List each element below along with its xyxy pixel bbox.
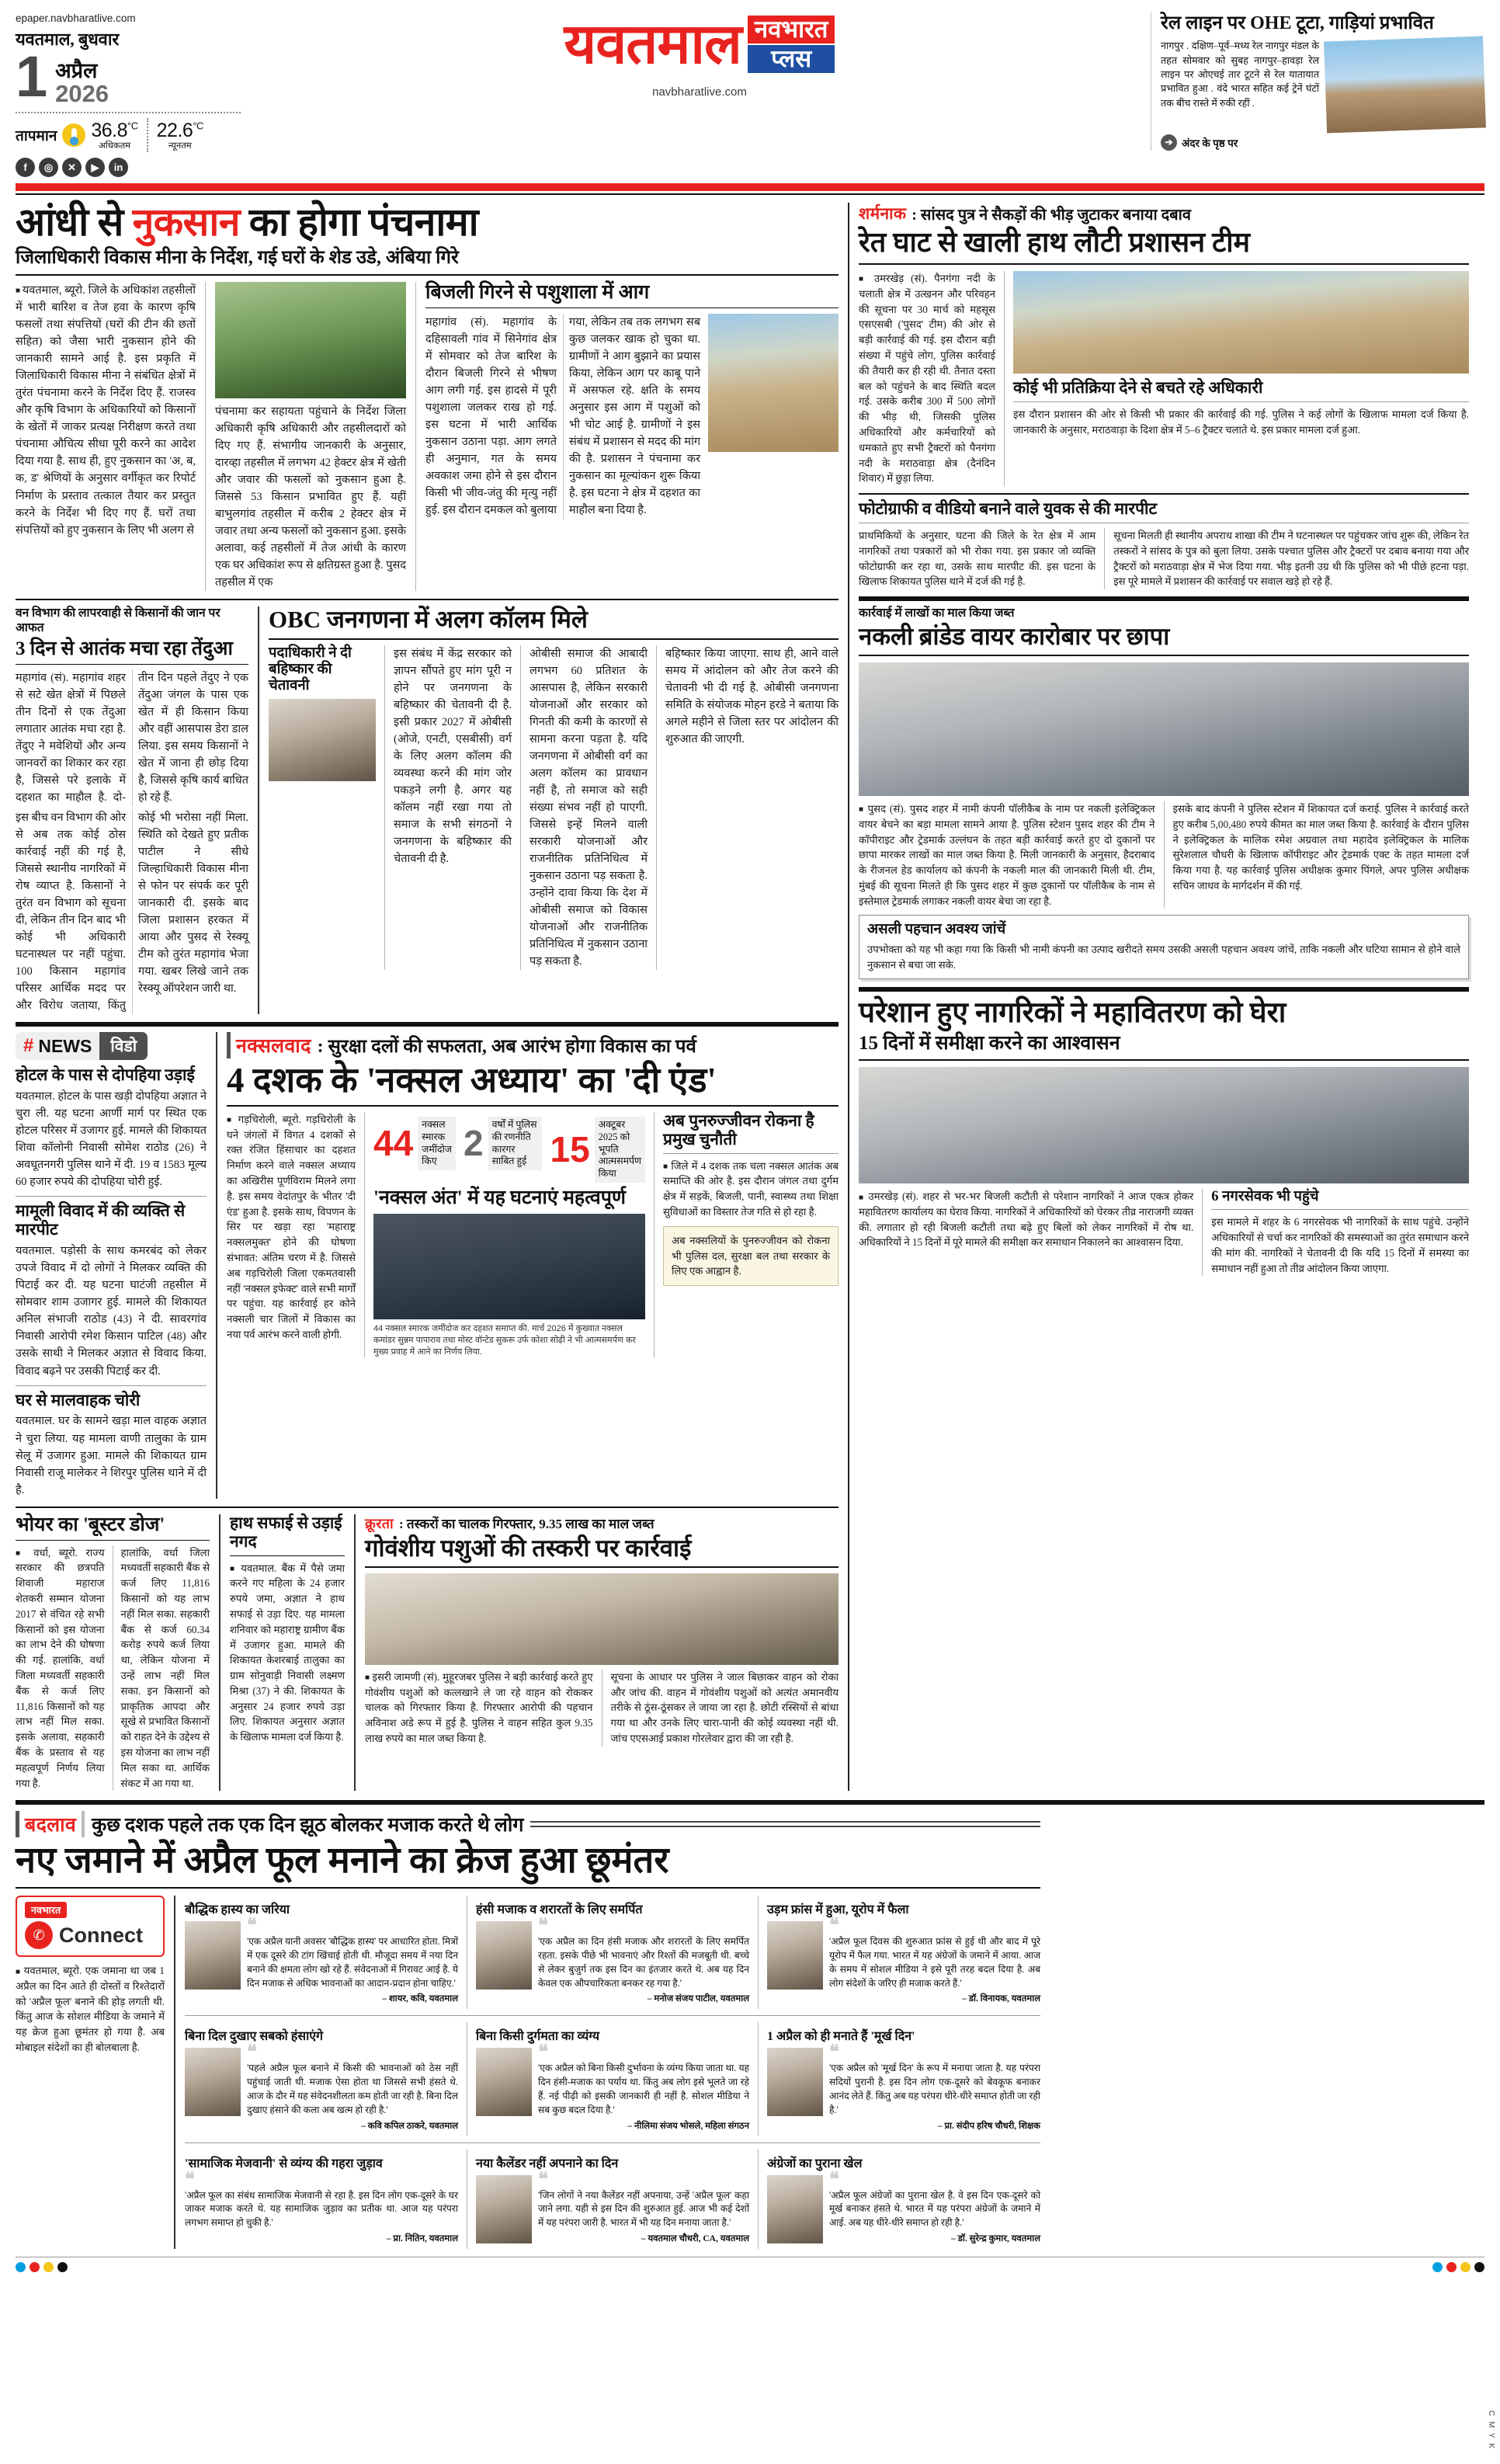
bhoyar-text-2: हालांकि, वर्धा जिला मध्यवर्ती सहकारी बैंक से कर्ज लिए 11,816 किसानों को यह लाभ नहीं मिल सका. सहकारी बैंक से कर्ज 60.34 करोड़ रुपये कर्ज लिया था, लेकिन योजना में उन्हें लाभ नहीं मिल सका. इन किसानों को प्राकृतिक आपदा और सूखे से प्रभावित किसानों को राहत देने के उद्देश्य से इस योजना का लाभ नहीं मिल सका था. आर्थिक संकट में आ गया था. <box>120 1546 210 1789</box>
naxal-kicker: : सुरक्षा दलों की सफलता, अब आरंभ होगा विकास का पर्व <box>317 1036 696 1057</box>
reg-dot-magenta-2 <box>1446 2262 1457 2272</box>
stat-item-1 <box>373 1117 456 1171</box>
quote-3-by: – डॉ. विनायक, यवतमाल <box>962 1994 1040 2004</box>
quote-card-6 <box>767 2022 1040 2136</box>
april-tag: बदलाव <box>16 1811 85 1837</box>
left-column <box>16 200 839 1791</box>
logo-stack <box>748 16 835 73</box>
naxal-headline[interactable]: 4 दशक के 'नक्सल अध्याय' का 'दी एंड' <box>227 1061 717 1100</box>
quote-9-body <box>767 2169 1040 2244</box>
top-right-photo <box>1324 36 1486 134</box>
quote-2-by: – मनोज संजय पाटील, यवतमाल <box>647 1994 749 2004</box>
lead-sub-text: महागांव (सं). महागांव के दहिसावली गांव में सिनेगांव क्षेत्र में सोमवार को तेज बारिश के दौरान बिजली गिरने से भीषण आग लगी गई. इस हादसे में पूरी पशुशाला जलकर राख हो गई. इस घटना में भारी आर्थिक नुकसान उठाना पड़ा. आग लगते ही अनुमान, गत के समय अवकाश जमा होने से इस दौरान किसी भी जीव-जंतु की मृत्यु नहीं हुई. इस दौरान दमकल को बुलाया गया, लेकिन तब तक लगभग सब कुछ जलकर खाक हो चुका था. ग्रामीणों ने आग बुझाने का प्रयास किया, लेकिन आग पर काबू पाने में असफल रहे. क्षति के समय अनुसार इस आग में पशुओं को भी चोट आई है. ग्रामीणों ने इस संबंध में प्रशासन से मदद की मांग की है. प्रशासन ने पंचनामा कर नुकसान का मूल्यांकन शुरू किया है. इस घटना ने क्षेत्र में दहशत का माहौल बना दिया है. <box>425 316 700 517</box>
temperature-max-value <box>91 120 137 142</box>
epaper-url[interactable]: epaper.navbharatlive.com <box>16 12 136 24</box>
news-item-1-headline[interactable]: होटल के पास से दोपहिया उड़ाई <box>16 1065 195 1085</box>
stat-item-2 <box>464 1117 543 1171</box>
temperature-label: तापमान <box>16 128 57 145</box>
quote-5-text: 'एक अप्रैल को बिना किसी दुर्भावना के व्यंग्य किया जाता था. यह दिन हंसी-मजाक का पर्याय था. किंतु अब लोग इसे भूलते जा रहे हैं. नई पीढ़ी को इसकी जानकारी ही नहीं है. सोशल मीडिया ने सब कुछ बदल दिया है.' <box>538 2063 749 2115</box>
naxal-note-col <box>663 1112 839 1357</box>
naxal-note-head: अब पुनरुज्जीवन रोकना है प्रमुख चुनौती <box>663 1110 814 1149</box>
naxal-body-row <box>227 1112 839 1357</box>
sand-rule <box>859 263 1469 265</box>
stat-2-text: वर्षों में पुलिस की रणनीति कारगर साबित हुई <box>488 1117 543 1171</box>
quote-8-photo <box>476 2175 532 2243</box>
quote-6-photo <box>767 2048 823 2116</box>
dateline <box>16 44 241 109</box>
assault-row <box>859 528 1469 589</box>
right-rule-1 <box>859 493 1469 495</box>
lead-headline[interactable] <box>16 200 839 245</box>
reg-dot-black <box>57 2262 68 2272</box>
logo-navbharat: नवभारत <box>748 16 835 43</box>
quote-4-by: – कवि कपिल ठाकरे, यवतमाल <box>361 2121 458 2131</box>
quote-mark-icon: ❝ <box>538 1916 548 1937</box>
tendua-headline[interactable]: 3 दिन से आतंक मचा रहा तेंदुआ <box>16 638 233 659</box>
quote-9-by: – डॉ. सुरेन्द्र कुमार, यवतमाल <box>951 2234 1040 2244</box>
naxal-stats-col <box>373 1112 645 1357</box>
quote-4-text: 'पहले अप्रैल फूल बनाने में किसी की भावनाओं को ठेस नहीं पहुंचाई जाती थी. मजाक ऐसा होता था जिससे सभी हंसते थे. आज के दौर में यह संवेदनशीलता कम होती जा रही है. बिना दिल दुखाए हंसाने की कला अब खत्म हो रही है.' <box>247 2063 458 2115</box>
top-right-flow <box>1161 39 1484 130</box>
tab-video[interactable]: विडो <box>99 1032 148 1060</box>
news-item-3-headline[interactable]: घर से मालवाहक चोरी <box>16 1390 141 1409</box>
quote-5-head: बिना किसी दुर्गमता का व्यंग्य <box>476 2030 599 2044</box>
assault-text-1: प्राथमिकियों के अनुसार, घटना की जिले के रेत क्षेत्र में आम नागरिकों तथा पत्रकारों को भी रोका गया. इस प्रकार जो व्यक्ति फोटोग्राफी कर रहा था, उसके साथ मारपीट की. इस घटना के खिलाफ शिकायत पुलिस थाने में दर्ज की गई है. <box>859 530 1096 588</box>
date-month: अप्रैल <box>55 59 98 82</box>
cattle-text-1: ■ इसरी जामणी (सं). मुहूरजबर पुलिस ने बड़ी कार्रवाई करते हुए गोवंशीय पशुओं को कत्लखाने ले जा रहे वाहन को रोककर चालक को गिरफ्तार किया है. गिरफ्तार आरोपी की पहचान अविनाश अडे रूप में हुई है. पुलिस ने वाहन सहित कुल 9.35 लाख रुपये का माल जब्त किया है. <box>365 1670 593 1746</box>
news-item-1 <box>16 1066 207 1190</box>
tendua-rule <box>16 664 248 665</box>
tendua-text-1: महागांव (सं). महागांव शहर से सटे खेत क्षेत्रों में पिछले तीन दिनों से एक तेंदुआ लगातार आतंक मचा रहा है. तेंदुए ने मवेशियों और अन्य जानवरों का शिकार कर रहा है, जिससे परे इलाके में दहशत का माहौल है. दो-तीन दिन पहले तेंदुए ने एक तेंदुआ जंगल के पास एक खेत में ही किसान किया और वहीं आसपास डेरा डाल लिया. इस समय किसानों ने खेत में जाना ही छोड़ दिया है, जिससे कृषि कार्य बाधित हो रहे हैं. <box>16 671 248 804</box>
lead-rule <box>16 274 839 276</box>
stat-3-number: 15 <box>550 1128 590 1169</box>
quote-6-head: 1 अप्रैल को ही मनाते हैं 'मूर्ख दिन' <box>767 2030 915 2044</box>
row-news-naxal <box>16 1032 839 1498</box>
cattle-kicker: : तस्करों का चालक गिरफ्तार, 9.35 लाख का माल जब्त <box>399 1517 655 1532</box>
news-item-2-headline[interactable]: मामूली विवाद में की व्यक्ति से मारपीट <box>16 1201 186 1239</box>
sand-sub-rule <box>1013 401 1469 402</box>
hand-text: ■ यवतमाल. बैंक में पैसे जमा करने गए महिला के 24 हजार रुपये जमा, अज्ञात ने हाथ सफाई से उड़ा दिए. यह मामला शनिवार को महाराष्ट्र ग्रामीण बैंक में उजागर हुआ. मामले की शिकायत केशरबाई तालुका का ग्राम सोनुवाड़ी निवासी लक्ष्मण मिश्रा (37) ने की. शिकायत के अनुसार 24 हजार रुपये उड़ा लिए. शिकायत अनुसार अज्ञात के खिलाफ मामला दर्ज किया है. <box>230 1561 345 1746</box>
bhoyar-rule <box>16 1540 210 1541</box>
cmyk-marker: C M Y K <box>1487 2410 1495 2450</box>
quote-7-head: 'सामाजिक मेजवानी' से व्यंग्य की गहरा जुड़ाव <box>185 2156 383 2170</box>
april-cards-grid <box>185 1896 1040 2249</box>
lead-sub-headline[interactable]: बिजली गिरने से पशुशाला में आग <box>425 282 650 304</box>
mahavitaran-photo <box>859 1067 1469 1183</box>
quote-2-text: 'एक अप्रैल का दिन हंसी मजाक और शरारतों के लिए समर्पित रहता. इसके पीछे भी भावनाएं और रिश्तों की मजबूती थी. बच्चे से लेकर बुजुर्ग तक इस दिन का इंतजार करते थे. अब यह दिन केवल एक औपचारिकता बनकर रह गया है.' <box>538 1936 749 1989</box>
cattle-kicker-row <box>365 1514 839 1533</box>
lead-text-2: पंचनामा कर सहायता पहुंचाने के निर्देश जिला अधिकारी कृषि अधिकारी और तहसीलदारों को दिए गए हैं. संभागीय जानकारी के अनुसार, दारव्हा तहसील में लगभग 42 हेक्टर क्षेत्र में खेती और जवार की फसलों को नुकसान हुआ है. जिससे 53 किसान प्रभावित हुए हैं. यहीं बाभुलगांव तहसील में करीब 2 हेक्टर क्षेत्र में जवार तथा अन्य फसलों को नुकसान हुआ. इसके अलावा, कई तहसीलों में तेज आंधी के कारण एक घर अधिकांश रूप से क्षतिग्रस्त हुआ है. पुसद तहसील में एक <box>215 405 406 589</box>
reg-dot-black-2 <box>1474 2262 1484 2272</box>
row-tendua-obc <box>16 606 839 1014</box>
wire-note-head: असली पहचान अवश्य जांचें <box>867 922 1006 938</box>
april-cards-row-1 <box>185 1896 1040 2009</box>
april-intro: ■ यवतमाल, ब्यूरो. एक जमाना था जब 1 अप्रैल का दिन आते ही दोस्तों व रिश्तेदारों को 'अप्रैल फूल' बनाने की होड़ लगती थी. किंतु आज के सोशल मीडिया के जमाने में यह क्रेज हुआ छूमंतर हो गया है. अब मोबाइल संदेशों का ही बोलबाला है. <box>16 1963 165 2056</box>
logo-yavatmal: यवतमाल <box>564 12 741 75</box>
bhoyar-row <box>16 1545 210 1792</box>
quote-mark-icon: ❝ <box>538 2042 548 2063</box>
lead-sub-story <box>425 282 839 591</box>
quote-mark-icon: ❝ <box>538 2169 548 2190</box>
obc-row <box>269 645 839 971</box>
linkedin-icon[interactable]: in <box>109 158 128 177</box>
naxal-stats <box>373 1117 645 1183</box>
quote-card-9 <box>767 2149 1040 2249</box>
tab-news[interactable] <box>16 1032 99 1060</box>
mahavitaran-side-head: 6 नगरसेवक भी पहुंचे <box>1211 1189 1319 1205</box>
mahavitaran-rule <box>859 1059 1469 1061</box>
wire-body-row <box>859 801 1469 909</box>
quote-8-by: – यवतमाल चौधरी, CA, यवतमाल <box>641 2234 749 2244</box>
facebook-icon[interactable]: f <box>16 158 35 177</box>
reg-dot-cyan-2 <box>1432 2262 1443 2272</box>
divider-dotted <box>16 112 241 113</box>
wire-raid-story <box>859 606 1469 979</box>
news-widget <box>16 1032 207 1498</box>
stat-item-3 <box>550 1117 645 1183</box>
connect-row <box>25 1921 155 1949</box>
quote-9-text: 'अप्रैल फूल अंग्रेजों का पुराना खेल है. वे इस दिन एक-दूसरे को मूर्ख बनाकर हंसते थे. भारत में यह परंपरा अंग्रेजों के जमाने में आई. अब यह धीरे-धीरे समाप्त हो रही है.' <box>829 2189 1040 2229</box>
lead-text-1: ■ यवतमाल, ब्यूरो. जिले के अधिकांश तहसीलों में भारी बारिश व तेज हवा के कारण कृषि फसलों तथा संपत्तियों (घरों की टीन की छतों सहित) को जैसा भारी नुकसान होने की जानकारी सामने आई है. इस प्रकृति में जिलाधिकारी विकास मीना ने संबंधित क्षेत्रों में तुरंत पंचनामा करने के निर्देश दिए हैं. राजस्व और कृषि विभाग के अधिकारियों को किसानों के खेतों में जाकर प्रत्यक्ष निरीक्षण करते तथा पंचनामा औचित्य सीधा पूरी करने का आदेश दिया गया है. साथ ही, हुए नुकसान का 'अ, ब, क, ड' श्रेणियों के अनुसार वर्गीकृत कर रिपोर्ट निर्माण के प्रस्ताव तत्काल तैयार कर प्रस्तुत करने के निर्देश भी दिए गए हैं. घरों तथा संपत्तियों को हुए नुकसान के लिए भी अलग से <box>16 282 196 538</box>
quote-6-text: 'एक अप्रैल को 'मूर्ख दिन' के रूप में मनाया जाता है. यह परंपरा सदियों पुरानी है. इस दिन लोग एक-दूसरे को बेवकूफ बनाकर आनंद लेते हैं. किंतु अब यह परंपरा धीरे-धीरे समाप्त होती जा रही है.' <box>829 2063 1040 2115</box>
lead-body-row <box>16 282 839 591</box>
registration-dots <box>16 2262 1484 2272</box>
sand-kicker: : सांसद पुत्र ने सैकड़ों की भीड़ जुटाकर बनाया दबाव <box>911 206 1191 224</box>
date-year: 2026 <box>55 80 109 108</box>
april-body <box>16 1896 1040 2249</box>
sand-photo <box>1013 271 1469 374</box>
quote-mark-icon: ❝ <box>829 2042 839 2063</box>
quote-mark-icon: ❝ <box>829 2169 839 2190</box>
quote-1-by: – शायर, कवि, यवतमाल <box>382 1994 458 2004</box>
arrow-icon: ➔ <box>1161 134 1177 151</box>
obc-text-3: बहिष्कार किया जाएगा. साथ ही, आने वाले समय में आंदोलन को और तेज करने की चेतावनी भी दी गई है. ओबीसी जनगणना समिति के संयोजक मोहन हरडे ने बताया कि अगले महीने से जिला स्तर पर आंदोलन की शुरुआत की जाएगी. <box>665 647 839 745</box>
stat-3-text: अक्टूबर 2025 को भूपति आत्मसमर्पण किया <box>595 1117 645 1183</box>
right-rule-3 <box>859 987 1469 992</box>
april-headline[interactable]: नए जमाने में अप्रैल फूल मनाने का क्रेज हुआ छूमंतर <box>16 1840 669 1882</box>
quote-3-head: उड़म फ्रांस में हुआ, यूरोप में फैला <box>767 1903 909 1917</box>
news-widget-tabs <box>16 1032 207 1060</box>
obc-rule <box>269 638 839 640</box>
connect-tag: नवभारत <box>25 1902 67 1918</box>
hand-story <box>230 1514 345 1792</box>
quote-5-photo <box>476 2048 532 2116</box>
logo-wrap <box>248 12 1151 75</box>
quote-1-photo <box>185 1921 241 1990</box>
quote-8-body <box>476 2169 749 2244</box>
wire-eyebrow: कार्रवाई में लाखों का माल किया जब्त <box>859 606 1015 620</box>
obc-standfirst: पदाधिकारी ने दी बहिष्कार की चेतावनी <box>269 645 352 694</box>
quote-2-head: हंसी मजाक व शरारतों के लिए समर्पित <box>476 1903 643 1917</box>
website-url[interactable]: navbharatlive.com <box>652 85 747 99</box>
naxal-subhead: 'नक्सल अंत' में यह घटनाएं महत्वपूर्ण <box>373 1187 626 1209</box>
wire-rule <box>859 655 1469 656</box>
lead-headline-post: का होगा पंचनामा <box>239 200 479 245</box>
tendua-story <box>16 606 248 1014</box>
connect-label: Connect <box>59 1923 143 1947</box>
quote-2-photo <box>476 1921 532 1990</box>
reg-dot-yellow <box>43 2262 54 2272</box>
quote-4-body <box>185 2042 458 2131</box>
masthead-rule-black <box>16 193 1484 195</box>
wire-note <box>859 915 1469 979</box>
news-item-3 <box>16 1392 207 1499</box>
logo-plus: प्लस <box>748 45 835 73</box>
news-item-1-text: यवतमाल. होटल के पास खड़ी दोपहिया अज्ञात ने चुरा ली. यह घटना आर्णी मार्ग पर स्थित एक होटल परिसर में उजागर हुई. मामले की शिकायत शिवा कॉलोनी निवासी सोमेश राठोड (26) ने अवधूतनगरी पुलिस थाने में दी. 19 व 1583 मूल्य 60 हजार रुपये की दोपहिया चोरी हुई. <box>16 1090 207 1189</box>
top-right-story <box>1151 12 1484 151</box>
hash-icon: # <box>23 1035 34 1057</box>
mahavitaran-row <box>859 1189 1469 1276</box>
bhoyar-headline[interactable]: भोयर का 'बूस्टर डोज' <box>16 1514 165 1535</box>
cattle-photo <box>365 1573 839 1665</box>
wire-photo <box>859 662 1469 796</box>
quote-mark-icon: ❝ <box>185 2169 195 2190</box>
quote-card-1 <box>185 1896 458 2009</box>
cattle-story <box>365 1514 839 1792</box>
quote-4-photo <box>185 2048 241 2116</box>
quote-2-body <box>476 1916 749 2004</box>
temperature-block <box>16 118 241 152</box>
april-kicker-row <box>16 1811 1040 1837</box>
news-item-2 <box>16 1202 207 1379</box>
assault-text-2: सूचना मिलती ही स्थानीय अपराध शाखा की टीम ने घटनास्थल पर पहुंचकर जांच शुरू की, लेकिन रेत तस्करों ने सांसद के पुत्र को बुला लिया. उसके पश्चात पुलिस और ट्रैक्टरों पर दबाव बनाया गया और ट्रैक्टरों को मराठवाड़ा क्षेत्र में भेज दिया गया. भीड़ इतनी उग्र थी कि पुलिस को भी पीछे हटना पड़ा. इस पूरे मामले में प्रशासन की कार्रवाई पर सवाल खड़े हो रहे हैं. <box>1113 530 1469 588</box>
quote-1-head: बौद्धिक हास्य का जरिया <box>185 1903 290 1917</box>
inside-page-label: अंदर के पृष्ठ पर <box>1182 137 1238 149</box>
naxal-note-text: ■ जिले में 4 दशक तक चला नक्सल आतंक अब समाप्ति की ओर है. इस दौरान जंगल तथा दुर्गम क्षेत्र में सड़कें, बिजली, पानी, स्वास्थ्य तथा शिक्षा सुविधाओं का विस्तार तेज गति से हो रहा है. <box>663 1159 839 1220</box>
april-cards-row-2 <box>185 2022 1040 2136</box>
city-and-day: यवतमाल, बुधवार <box>16 30 120 49</box>
april-kicker: कुछ दशक पहले तक एक दिन झूठ बोलकर मजाक करते थे लोग <box>92 1815 524 1837</box>
hand-rule <box>230 1555 345 1556</box>
bottom-rule <box>16 1800 1484 1805</box>
april-connect-col <box>16 1896 165 2249</box>
mahavitaran-text: ■ उमरखेड़ (सं). शहर से भर-भर बिजली कटौती से परेशान नागरिकों ने आज एकत्र होकर महावितरण कार्यालय का घेराव किया. नागरिकों ने अधिकारियों को घेरकर तीव्र नाराजगी व्यक्त की. लगातार हो रही बिजली कटौती तथा बढ़े हुए बिलों को लेकर नागरिकों में रोष था. अधिकारियों ने 15 दिनों में पूरे मामले की समीक्षा कर समाधान निकालने का आश्वासन दिया. <box>859 1189 1193 1276</box>
obc-text-2: ओबीसी समाज की आबादी लगभग 60 प्रतिशत के आसपास है, लेकिन सरकारी योजनाओं और सरकार को गिनती की कमी के कारणों से सामना करना पड़ता है. यदि जनगणना में ओबीसी वर्ग का अलग कॉलम का प्रावधान नहीं है, तो समाज को सही संख्या संभव नहीं हो पाएगी. जिससे इन्हें मिलने वाली सरकारी योजनाओं और राजनीतिक प्रतिनिधित्व में नुकसान उठाना पड़ सकता है. उन्होंने दावा किया कि देश में ओबीसी समाज को विकास योजनाओं और राजनीतिक प्रतिनिधित्व में नुकसान उठाना पड़ सकता है. <box>530 647 648 968</box>
tendua-text-2: इस बीच वन विभाग की ओर से अब तक कोई ठोस कार्रवाई नहीं की गई है, जिससे स्थानीय नागरिकों में रोष व्याप्त है. किसानों ने तुरंत वन विभाग को सूचना दी, लेकिन तीन दिन बाद भी कोई भी अधिकारी घटनास्थल पर नहीं पहुंचा. 100 किसान महागांव परिसर आर्थिक मदद पर और विरोध जताया, किंतु कोई भी भरोसा नहीं मिला. स्थिति को देखते हुए प्रतीक पाटील ने सीधे जिल्हाधिकारी विकास मीना से फोन पर संपर्क कर पूरी जानकारी दी. इसके बाद जिला प्रशासन हरकत में आया और पुसद से रेस्क्यू टीम को तुरंत महागांव भेजा गया. खबर लिखे जाने तक रेस्क्यू ऑपरेशन जारी था. <box>16 811 248 1013</box>
row-three-stories <box>16 1514 839 1792</box>
temp-min-unit: °C <box>193 120 203 132</box>
quote-8-text: 'जिन लोगों ने नया कैलेंडर नहीं अपनाया, उन्हें 'अप्रैल फूल' कहा जाने लगा. यही से इस दिन की शुरुआत हुई. आज भी कई देशों में यह परंपरा जारी है. भारत में भी यह दिन मनाया जाता है.' <box>538 2189 749 2229</box>
sand-text-1: ■ उमरखेड़ (सं). पैनगंगा नदी के चलाती क्षेत्र में उत्खनन और परिवहन की सूचना पर 30 मार्च को महसूस एसएसबी ('पुसद' टीम) की ओर से बड़ी कार्रवाई की गई. इस दौरान बड़ी संख्या में पहुंचे लोग, पुलिस कार्रवाई की तैयारी कर ही रही थी. तैनात दस्ता बल को पहुंचने के बाद स्थिति बदल गई. उसके करीब 300 में 500 लोगों की भीड़ थी, जिसकी पुलिस अधिकारियों और कर्मचारियों को धमकाते हुए सभी ट्रैक्टरों को पैनगंगा नदी के मराठवाड़ा क्षेत्र (दैनंदिन शिवार) में छुड़ा लिया. <box>859 271 995 486</box>
main-grid <box>16 200 1484 1791</box>
sand-sub-headline: कोई भी प्रतिक्रिया देने से बचते रहे अधिकारी <box>1013 377 1263 397</box>
stat-1-number: 44 <box>373 1122 414 1163</box>
quote-5-body <box>476 2042 749 2131</box>
sand-photo-col <box>1013 271 1469 486</box>
april-cards-row-3 <box>185 2149 1040 2249</box>
quote-7-body <box>185 2169 458 2244</box>
connect-icon: ✆ <box>25 1921 53 1949</box>
quote-7-by: – प्रा. नितिन, यवतमाल <box>386 2234 458 2244</box>
top-right-text: नागपुर . दक्षिण–पूर्व–मध्य रेल नागपुर मंडल के तहत सोमवार को सुबह नागपुर–हावड़ा रेल लाइन पर ओएचई तार टूटने से रेल यातायात प्रभावित हुआ . वंदे भारत सहित कई ट्रेनें घंटों तक बीच रास्ते में रुकी रहीं . <box>1161 40 1319 109</box>
lead-col-1 <box>16 282 196 591</box>
quote-card-5 <box>476 2022 749 2136</box>
sand-ghat-story <box>859 203 1469 486</box>
social-links <box>16 158 241 177</box>
news-item-3-text: यवतमाल. घर के सामने खड़ा माल वाहक अज्ञात ने चुरा लिया. यह मामला वाणी तालुका के ग्राम सेलू में उजागर हुआ. मामले की शिकायत ग्राम निवासी राजू मालेकर ने शिरपुर पुलिस थाने में दी है. <box>16 1415 207 1496</box>
bhoyar-text-1: ■ वर्धा, ब्यूरो. राज्य सरकार की छत्रपति शिवाजी महाराज शेतकरी सम्मान योजना 2017 से वंचित रहे सभी किसानों को इस योजना का लाभ देने की घोषणा की गई. हालांकि, वर्धा जिला मध्यवर्ती सहकारी बैंक से कर्ज लिए 11,816 किसानों को यह लाभ नहीं मिल सका. इसके अलावा, सहकारी बैंक के प्रस्ताव से यह महत्वपूर्ण निर्णय लिया गया है. <box>16 1545 105 1792</box>
april-kicker-rule <box>530 1821 1040 1827</box>
right-rule-2 <box>859 596 1469 601</box>
wire-note-text: उपभोक्ता को यह भी कहा गया कि किसी भी नामी कंपनी का उत्पाद खरीदते समय उसकी असली पहचान अवश्य जांचें, ताकि नकली और घटिया सामान से होने वाले नुकसान से बचा जा सके. <box>867 943 1460 971</box>
quote-3-photo <box>767 1921 823 1990</box>
section-rule-2 <box>16 1022 839 1027</box>
quote-mark-icon: ❝ <box>829 1916 839 1937</box>
wire-text-1: ■ पुसद (सं). पुसद शहर में नामी कंपनी पॉलीकैब के नाम पर नकली इलेक्ट्रिकल वायर बेचने का बड़ा मामला सामने आया है. पुलिस स्टेशन पुसद शहर की टीम ने कॉपीराइट और ट्रेडमार्क उल्लंघन के तहत बड़ी कार्रवाई करते हुए दो दुकानों पर छापा मारकर लाखों का माल जब्त किया है. मिली जानकारी के अनुसार, हैदराबाद के रीजनल हेड कार्यालय को कंपनी के नकली माल की जानकारी मिली थी. टीम, मुंबई की सूचना मिलते ही कि पुसद शहर में कुछ दुकानों पर पॉलीकैब के नाम से इस्तेमाल ट्रेडमार्क लगाकर नकली वायर बेचा जा रहा है. <box>859 801 1155 909</box>
naxal-kicker-row <box>227 1032 839 1058</box>
quote-7-text: 'अप्रैल फूल का संबंध सामाजिक मेजवानी से रहा है. इस दिन लोग एक-दूसरे के घर जाकर मजाक करते थे. यह सामाजिक जुड़ाव का प्रतीक था. आज यह परंपरा लगभग समाप्त हो चुकी है.' <box>185 2189 458 2229</box>
masthead-logo <box>248 12 1151 99</box>
naxal-photo-caption: 44 नक्सल स्मारक जमींदोज कर दहशत समाप्त की. मार्च 2026 में कुख्यात नक्सल कमांडर सुन्नम पापाराव तथा मोस्ट वॉन्टेड सुकरू उर्फ कोशा सोढ़ी ने भी आत्मसमर्पण कर मुख्य प्रवाह में आने का निर्णय लिया. <box>373 1324 636 1357</box>
mahavitaran-headline[interactable]: परेशान हुए नागरिकों ने महावितरण को घेरा <box>859 997 1286 1030</box>
lead-sub-row <box>425 314 839 519</box>
mahavitaran-side <box>1211 1189 1469 1276</box>
hand-headline[interactable]: हाथ सफाई से उड़ाई नगद <box>230 1513 342 1551</box>
thermometer-icon <box>62 123 85 147</box>
sand-body-row <box>859 271 1469 486</box>
news-item-2-text: यवतमाल. पड़ोसी के साथ कमरबंद को लेकर उपजे विवाद में दो लोगों ने मिलकर व्यक्ति की पिटाई कर दी. यह घटना घाटंजी तहसील में सोमवार शाम उजागर हुई. मामले की शिकायत अनिल संभाजी राठोड (43) ने दी. सावरगांव निवासी आरोपी रमेश किसान पाटिल (48) और उसके साथी ने मिलकर अज्ञात से विवाद किया. विवाद बढ़ने पर उसकी पिटाई कर दी. <box>16 1245 207 1378</box>
section-rule-3 <box>16 1507 839 1508</box>
tab-news-label: NEWS <box>38 1035 92 1056</box>
masthead-rule-red <box>16 183 1484 191</box>
quote-4-head: बिना दिल दुखाए सबको हंसाएंगे <box>185 2030 324 2044</box>
x-twitter-icon[interactable]: ✕ <box>62 158 82 177</box>
april-cards-divider-1 <box>185 2015 1040 2016</box>
lead-headline-pre: आंधी से <box>16 200 133 245</box>
quote-6-body <box>767 2042 1040 2131</box>
temp-max-unit: °C <box>127 120 138 132</box>
naxal-callout <box>663 1226 839 1286</box>
april-rule <box>16 1887 1040 1889</box>
quote-3-text: 'अप्रैल फूल दिवस की शुरुआत फ्रांस से हुई थी और बाद में पूरे यूरोप में फैल गया. भारत में यह अंग्रेजों के जमाने में आया. आज के समय में सोशल मीडिया ने इसे पूरी तरह बदल दिया है. अब लोग संदेशों के जरिए ही मजाक करते हैं.' <box>829 1936 1040 1989</box>
temperature-min-label: न्यूनतम <box>168 141 192 151</box>
quote-card-7 <box>185 2149 458 2249</box>
reg-dot-yellow-2 <box>1460 2262 1470 2272</box>
temperature-divider <box>147 118 148 152</box>
quote-card-3 <box>767 1896 1040 2009</box>
lead-story <box>16 200 839 591</box>
quote-card-8 <box>476 2149 749 2249</box>
assault-headline[interactable]: फोटोग्राफी व वीडियो बनाने वाले युवक से की मारपीट <box>859 499 1158 519</box>
temperature-max-label: अधिकतम <box>98 141 131 151</box>
quote-mark-icon: ❝ <box>247 2042 257 2063</box>
photo-assault-story <box>859 500 1469 589</box>
cattle-tag: क्रूरता <box>365 1515 394 1531</box>
quote-card-2 <box>476 1896 749 2009</box>
mahavitaran-side-rule <box>1211 1209 1469 1210</box>
sand-text-2: इस दौरान प्रशासन की ओर से किसी भी प्रकार की कार्रवाई की गई. पुलिस ने कई लोगों के खिलाफ मामला दर्ज किया है. जानकारी के अनुसार, मराठवाड़ा के दिशा क्षेत्र में 5–6 ट्रैक्टर चलाते थे. इस प्रकार मामला दर्ज हुआ. <box>1013 408 1469 436</box>
cattle-headline[interactable]: गोवंशीय पशुओं की तस्करी पर कार्रवाई <box>365 1534 692 1562</box>
obc-photo <box>269 699 376 781</box>
naxal-story <box>227 1032 839 1498</box>
quote-5-by: – नीलिमा संजय भोसले, महिला संगठन <box>627 2121 749 2131</box>
temperature-min-value <box>157 120 203 142</box>
tendua-eyebrow: वन विभाग की लापरवाही से किसानों की जान पर आफत <box>16 606 220 635</box>
masthead-left <box>16 12 248 177</box>
quote-1-text: 'एक अप्रैल यानी अवसर 'बौद्धिक हास्य' पर आधारित होता. मित्रों में एक दूसरे की टांग खिंचाई होती थी. मौजूदा समय में नया दिन बनाने की क्षमता लोग खो रहे हैं. संवेदनाओं में गिरावट आई है. ये दिन मजाक से अधिक भावनाओं का आदान-प्रदान होना चाहिए.' <box>247 1936 458 1989</box>
navbharat-connect-badge[interactable] <box>16 1896 165 1957</box>
wire-text-2: इसके बाद कंपनी ने पुलिस स्टेशन में शिकायत दर्ज कराई. पुलिस ने कार्रवाई करते हुए करीब 5,00,480 रुपये कीमत का माल जब्त किया है. कार्रवाई के दौरान पुलिस ने इलेक्ट्रिकल के मालिक रमेश अग्रवाल तथा महादेव इलेक्ट्रिकल के मालिक सुरेशलाल चौधरी के खिलाफ कॉपीराइट और ट्रेडमार्क एक्ट के तहत मामला दर्ज किया गया है. यह कार्रवाई पुलिस अधीक्षक कुमार पिंगले, अपर पुलिस अधीक्षक सचिन जाधव के मार्गदर्शन में की गई. <box>1172 802 1469 891</box>
stat-1-text: नक्सल स्मारक जमींदोज किए <box>418 1117 456 1171</box>
date-day: 1 <box>16 44 48 109</box>
lead-photo <box>215 282 406 398</box>
sand-tag: शर्मनाक <box>859 203 906 224</box>
quote-6-by: – प्रा. संदीप हरिष चौधरी, शिक्षक <box>937 2121 1040 2131</box>
mahavitaran-subhead: 15 दिनों में समीक्षा करने का आश्वासन <box>859 1033 1120 1055</box>
news-divider-2 <box>16 1385 207 1386</box>
temp-min-number: 22.6 <box>156 119 193 141</box>
lead-col-2 <box>215 282 406 591</box>
lead-subheadline: जिलाधिकारी विकास मीना के निर्देश, गई घरों के शेड उडे, अंबिया गिरे <box>16 248 459 269</box>
instagram-icon[interactable]: ◎ <box>39 158 58 177</box>
stat-2-number: 2 <box>463 1122 484 1163</box>
mahavitaran-side-text: इस मामले में शहर के 6 नगरसेवक भी नागरिकों के साथ पहुंचे. उन्होंने अधिकारियों से चर्चा कर नागरिकों की समस्याओं का तुरंत समाधान करने की मांग की. नागरिकों ने चेतावनी दी कि यदि 15 दिनों में समस्या का समाधान नहीं हुआ तो तीव्र आंदोलन किया जाएगा. <box>1211 1216 1469 1274</box>
naxal-callout-text: अब नक्सलियों के पुनरुज्जीवन को रोकना भी पुलिस दल, सुरक्षा बल तथा सरकार के लिए एक आह्वान है. <box>672 1234 830 1277</box>
youtube-icon[interactable]: ▶ <box>85 158 105 177</box>
quote-1-body <box>185 1916 458 2004</box>
obc-standfirst-col <box>269 645 376 971</box>
temp-max-number: 36.8 <box>91 119 128 141</box>
naxal-byline: ■ गड़चिरोली, ब्यूरो. गड़चिरोली के घने जंगलों में विगत 4 दशकों से रक्त रंजित हिंसाचार का दहशत निर्माण करने वाले नक्सल अध्याय का अखिरीस पूर्णविराम मिलने लगा है. इस समय वेदांतपुर के भीतर 'दी एंड' हुआ है. इसके साथ, विपणन के सिर पर खड़ा रहा 'महाराष्ट्र नक्सलमुक्त' होने की घोषणा संभावत: अंतिम चरण में है. जिससे अब गड़चिरोली जिला एकमतवासी नहीं 'नक्सल इफेक्ट' वाले सभी मार्गों पर पहुंचा. यह कार्रवाई हर कोने नक्सली चार जिलों में विकास का नया पर्व आरंभ करने वाली होगी. <box>227 1112 356 1343</box>
april-fool-main <box>16 1811 1040 2249</box>
naxal-byline-col <box>227 1112 356 1357</box>
quote-card-4 <box>185 2022 458 2136</box>
sand-kicker-row <box>859 203 1469 224</box>
lead-headline-highlight: नुकसान <box>132 200 240 245</box>
top-right-headline[interactable]: रेल लाइन पर OHE टूटा, गाड़ियां प्रभावित <box>1161 13 1434 33</box>
reg-dot-magenta <box>30 2262 40 2272</box>
obc-story <box>269 606 839 1014</box>
wire-headline[interactable]: नकली ब्रांडेड वायर कारोबार पर छापा <box>859 622 1170 650</box>
cattle-body-row <box>365 1670 839 1746</box>
lead-sub-photo <box>708 314 839 452</box>
cattle-text-2: सूचना के आधार पर पुलिस ने जाल बिछाकर वाहन को रोका और जांच की. वाहन में गोवंशीय पशुओं को अत्यंत अमानवीय तरीके से ठूंस-ठूंसकर ले जाया जा रहा है. छोटी रस्सियों से बांधा गया था और उनके लिए चारा-पानी की कोई व्यवस्था नहीं थी. जांच एएसआई प्रकाश गोरलेवार द्वारा की जा रही है. <box>610 1670 839 1744</box>
april-fool-section <box>16 1811 1484 2249</box>
news-divider-1 <box>16 1196 207 1197</box>
naxal-tag: नक्सलवाद <box>227 1032 311 1058</box>
naxal-photo <box>373 1214 645 1319</box>
right-column <box>848 203 1469 1791</box>
quote-9-head: अंग्रेजों का पुराना खेल <box>767 2156 863 2170</box>
quote-8-head: नया कैलेंडर नहीं अपनाने का दिन <box>476 2156 619 2170</box>
reg-dot-cyan <box>16 2262 26 2272</box>
cattle-rule <box>365 1566 839 1568</box>
obc-text-1: इस संबंध में केंद्र सरकार को ज्ञापन सौंपते हुए मांग पूरी न होने पर जनगणना के बहिष्कार की चेतावनी दी है. इसी प्रकार 2027 में ओबीसी (ओजे, एनटी, एसबीसी) वर्ग के लिए अलग कॉलम की व्यवस्था करने की मांग जोर पकड़ने लगी है. अगर यह कॉलम नहीं रखा गया तो समाज के सभी संगठनों ने जनगणना के बहिष्कार की चेतावनी दी है. <box>394 647 512 865</box>
sand-headline[interactable]: रेत घाट से खाली हाथ लौटी प्रशासन टीम <box>859 227 1251 259</box>
section-rule-1 <box>16 599 839 600</box>
quote-3-body <box>767 1916 1040 2004</box>
mahavitaran-story <box>859 998 1469 1276</box>
inside-page-link[interactable] <box>1161 134 1484 151</box>
quote-mark-icon: ❝ <box>247 1916 257 1937</box>
masthead <box>16 12 1484 177</box>
obc-headline[interactable]: OBC जनगणना में अलग कॉलम मिले <box>269 606 588 634</box>
quote-9-photo <box>767 2175 823 2243</box>
naxal-rule <box>227 1105 839 1107</box>
naxal-note-rule <box>663 1153 839 1154</box>
bhoyar-story <box>16 1514 210 1792</box>
